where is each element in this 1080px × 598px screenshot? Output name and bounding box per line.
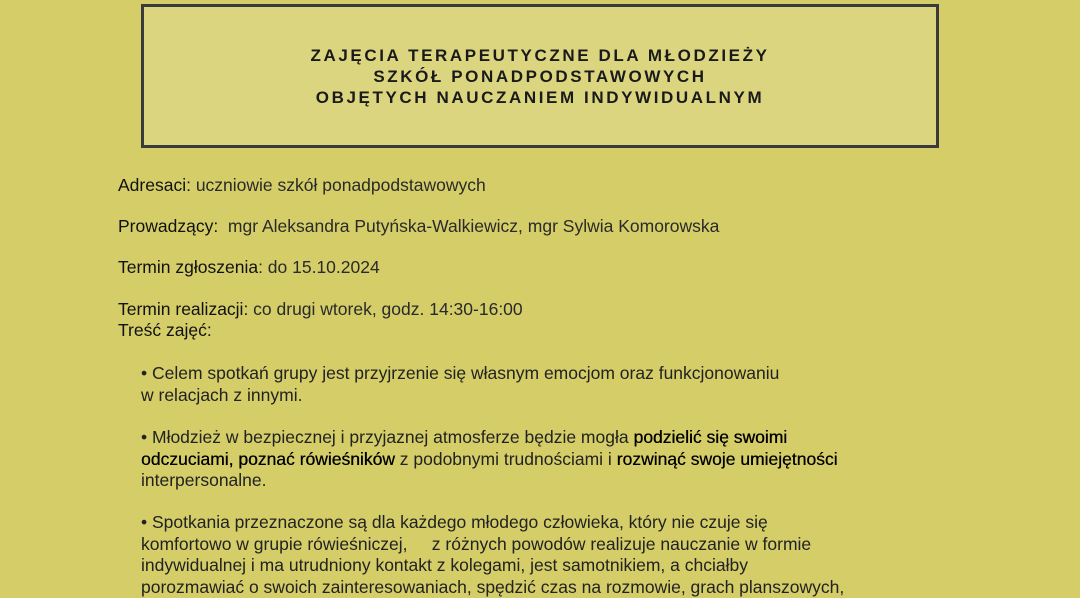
field-prowadzacy-value: mgr Aleksandra Putyńska-Walkiewicz, mgr Sylwia Komorowska [218, 216, 719, 236]
bullet-2-line-1 [141, 427, 971, 449]
field-prowadzacy-label: Prowadzący: [118, 216, 218, 236]
bullet-2-bold-d: rozwinąć swoje umiejętności [617, 449, 838, 469]
field-adresaci [118, 174, 486, 196]
bullet-3 [141, 512, 971, 598]
title-line-1: ZAJĘCIA TERAPEUTYCZNE DLA MŁODZIEŻY [310, 45, 769, 66]
bullet-2-text-b: z podobnymi trudnościami i [395, 449, 617, 469]
bullet-1-line-2: w relacjach z innymi. [141, 385, 971, 407]
field-termin-realizacji-label: Termin realizacji: [118, 299, 248, 319]
field-termin-realizacji-value: co drugi wtorek, godz. 14:30-16:00 [248, 299, 522, 319]
field-termin-zgloszenia [118, 256, 380, 278]
field-adresaci-value: uczniowie szkół ponadpodstawowych [191, 175, 486, 195]
bullet-2-line-2 [141, 449, 971, 471]
bullet-3-line-2: komfortowo w grupie rówieśniczej, z różnych powodów realizuje nauczanie w formie [141, 534, 971, 556]
bullet-2-bold-a: podzielić się swoimi [633, 427, 787, 447]
bullet-2 [141, 427, 971, 492]
field-termin-realizacji [118, 298, 523, 320]
bullet-3-line-4: porozmawiać o swoich zainteresowaniach, spędzić czas na rozmowie, grach planszowych, [141, 577, 971, 598]
title-box [141, 4, 939, 148]
title-line-3: OBJĘTYCH NAUCZANIEM INDYWIDUALNYM [316, 87, 764, 108]
bullet-2-text-a: • Młodzież w bezpiecznej i przyjaznej atmosferze będzie mogła [141, 427, 633, 447]
bullet-1-line-1: • Celem spotkań grupy jest przyjrzenie się własnym emocjom oraz funkcjonowaniu [141, 363, 971, 385]
field-termin-zgloszenia-label: Termin zgłoszenia [118, 257, 258, 277]
title-line-2: SZKÓŁ PONADPODSTAWOWYCH [373, 66, 706, 87]
field-adresaci-label: Adresaci: [118, 175, 191, 195]
field-tresc [118, 319, 212, 341]
field-termin-zgloszenia-value: : do 15.10.2024 [258, 257, 380, 277]
bullet-2-sep: , [229, 449, 239, 469]
bullet-2-line-3: interpersonalne. [141, 470, 971, 492]
bullet-3-line-3: indywidualnej i ma utrudniony kontakt z kolegami, jest samotnikiem, a chciałby [141, 555, 971, 577]
bullet-1 [141, 363, 971, 406]
bullet-2-bold-b: odczuciami [141, 449, 229, 469]
bullet-3-line-1: • Spotkania przeznaczone są dla każdego młodego człowieka, który nie czuje się [141, 512, 971, 534]
field-prowadzacy [118, 215, 719, 237]
field-tresc-label: Treść zajęć: [118, 320, 212, 340]
bullet-2-bold-c: poznać rówieśników [238, 449, 395, 469]
